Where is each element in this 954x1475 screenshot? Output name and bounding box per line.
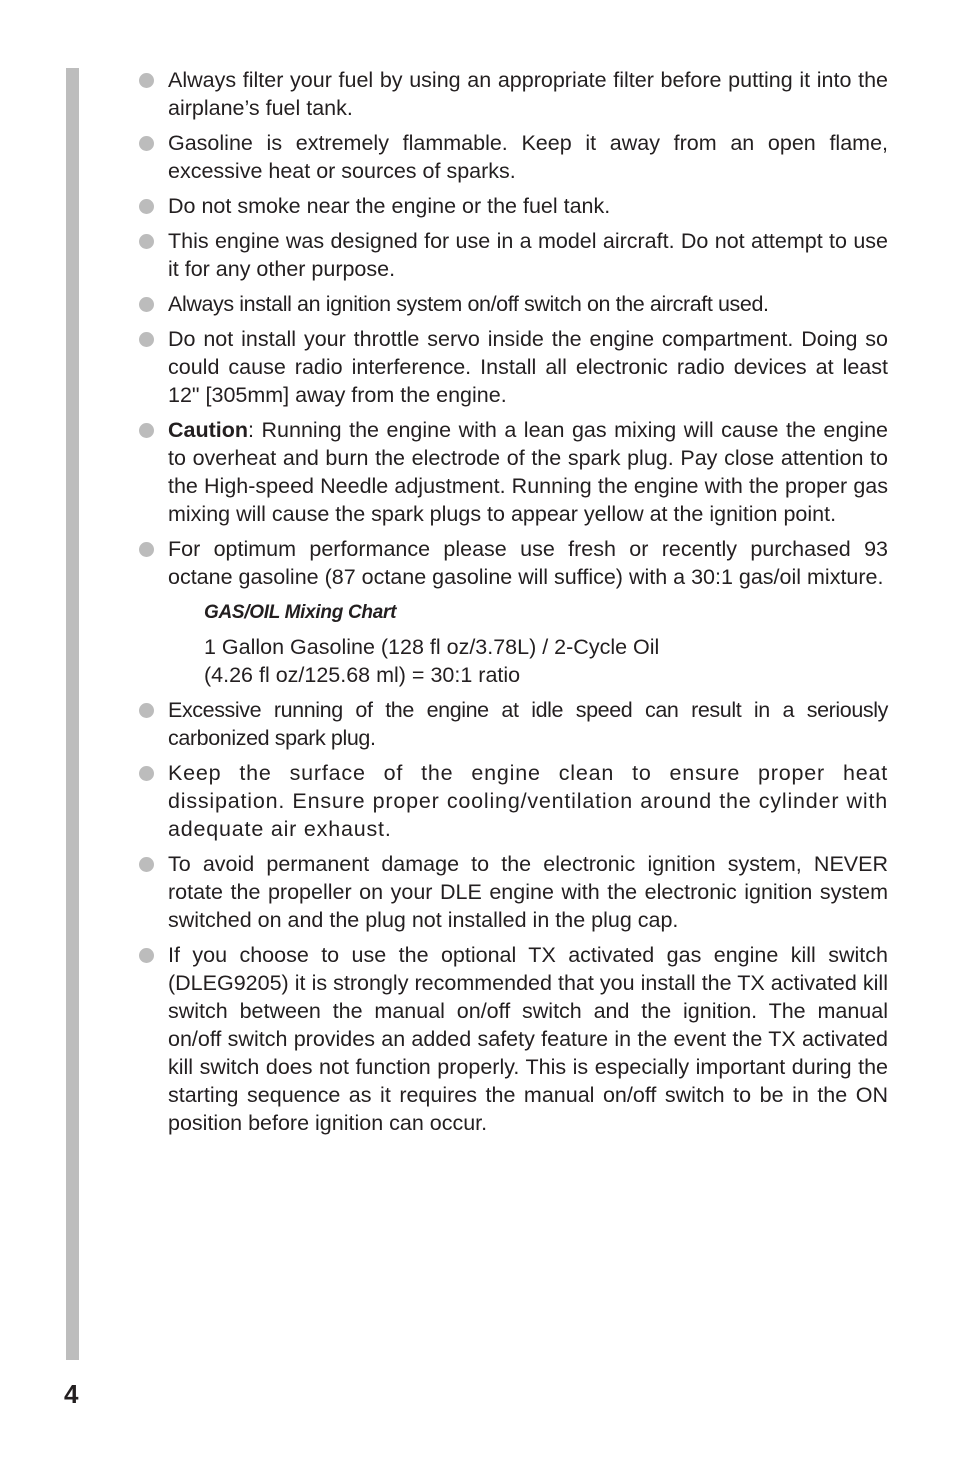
item-text: Gasoline is extremely flammable. Keep it away from an open flame, excessive heat or sources of sparks.	[168, 131, 888, 183]
item-text: Do not install your throttle servo inside the engine compartment. Doing so could cause radio interference. Install all electronic radio devices at least 12" [305mm] away from the engine.	[168, 327, 888, 407]
mixing-chart-line-1: 1 Gallon Gasoline (128 fl oz/3.78L) / 2-Cycle Oil	[204, 635, 660, 659]
safety-list	[138, 66, 888, 1144]
item-text: This engine was designed for use in a model aircraft. Do not attempt to use it for any other purpose.	[168, 229, 888, 281]
item-text: : Running the engine with a lean gas mixing will cause the engine to overheat and burn the electrode of the spark plug. Pay close attention to the High-speed Needle adjustment. Running the engine with the proper gas mixing will cause the spark plugs to appear yellow at the ignition point.	[168, 418, 888, 526]
bullet-icon	[139, 948, 154, 963]
bullet-icon	[139, 857, 154, 872]
item-text: Keep the surface of the engine clean to ensure proper heat dissipation. Ensure proper cooling/ventilation around the cylinder with adequate air exhaust.	[168, 761, 888, 841]
list-item	[138, 227, 888, 283]
mixing-chart-line-2: (4.26 fl oz/125.68 ml) = 30:1 ratio	[204, 663, 521, 687]
list-item	[138, 850, 888, 934]
mixing-chart	[138, 599, 888, 689]
bullet-icon	[139, 423, 154, 438]
bullet-icon	[139, 136, 154, 151]
mixing-chart-title: GAS/OIL Mixing Chart	[204, 602, 397, 623]
bullet-icon	[139, 703, 154, 718]
list-item-caution	[138, 416, 888, 528]
list-item	[138, 129, 888, 185]
item-text: Do not smoke near the engine or the fuel tank.	[168, 194, 611, 218]
item-text: To avoid permanent damage to the electronic ignition system, NEVER rotate the propeller on your DLE engine with the electronic ignition system switched on and the plug not installed in the plug cap.	[168, 852, 888, 932]
list-item	[138, 759, 888, 843]
item-text: Always filter your fuel by using an appropriate filter before putting it into the airplane’s fuel tank.	[168, 68, 888, 120]
list-item	[138, 941, 888, 1137]
bullet-icon	[139, 332, 154, 347]
list-item	[138, 66, 888, 122]
item-text: Excessive running of the engine at idle speed can result in a seriously carbonized spark plug.	[168, 698, 888, 750]
caution-label: Caution	[168, 418, 249, 442]
list-item	[138, 535, 888, 591]
item-text: Always install an ignition system on/off switch on the aircraft used.	[168, 292, 769, 316]
list-item	[138, 696, 888, 752]
page-number: 4	[64, 1379, 79, 1409]
item-text: For optimum performance please use fresh or recently purchased 93 octane gasoline (87 octane gasoline will suffice) with a 30:1 gas/oil mixture.	[168, 537, 888, 589]
list-item	[138, 192, 888, 220]
bullet-icon	[139, 199, 154, 214]
bullet-icon	[139, 297, 154, 312]
list-item	[138, 290, 888, 318]
side-margin-bar	[66, 68, 79, 1360]
bullet-icon	[139, 766, 154, 781]
bullet-icon	[139, 73, 154, 88]
list-item	[138, 325, 888, 409]
item-text: If you choose to use the optional TX activated gas engine kill switch (DLEG9205) it is strongly recommended that you install the TX activated kill switch between the manual on/off switch and the ignition. The manual on/off switch provides an added safety feature in the event the TX activated kill switch does not function properly. This is especially important during the starting sequence as it requires the manual on/off switch to be in the ON position before ignition can occur.	[168, 943, 888, 1135]
bullet-icon	[139, 234, 154, 249]
bullet-icon	[139, 542, 154, 557]
